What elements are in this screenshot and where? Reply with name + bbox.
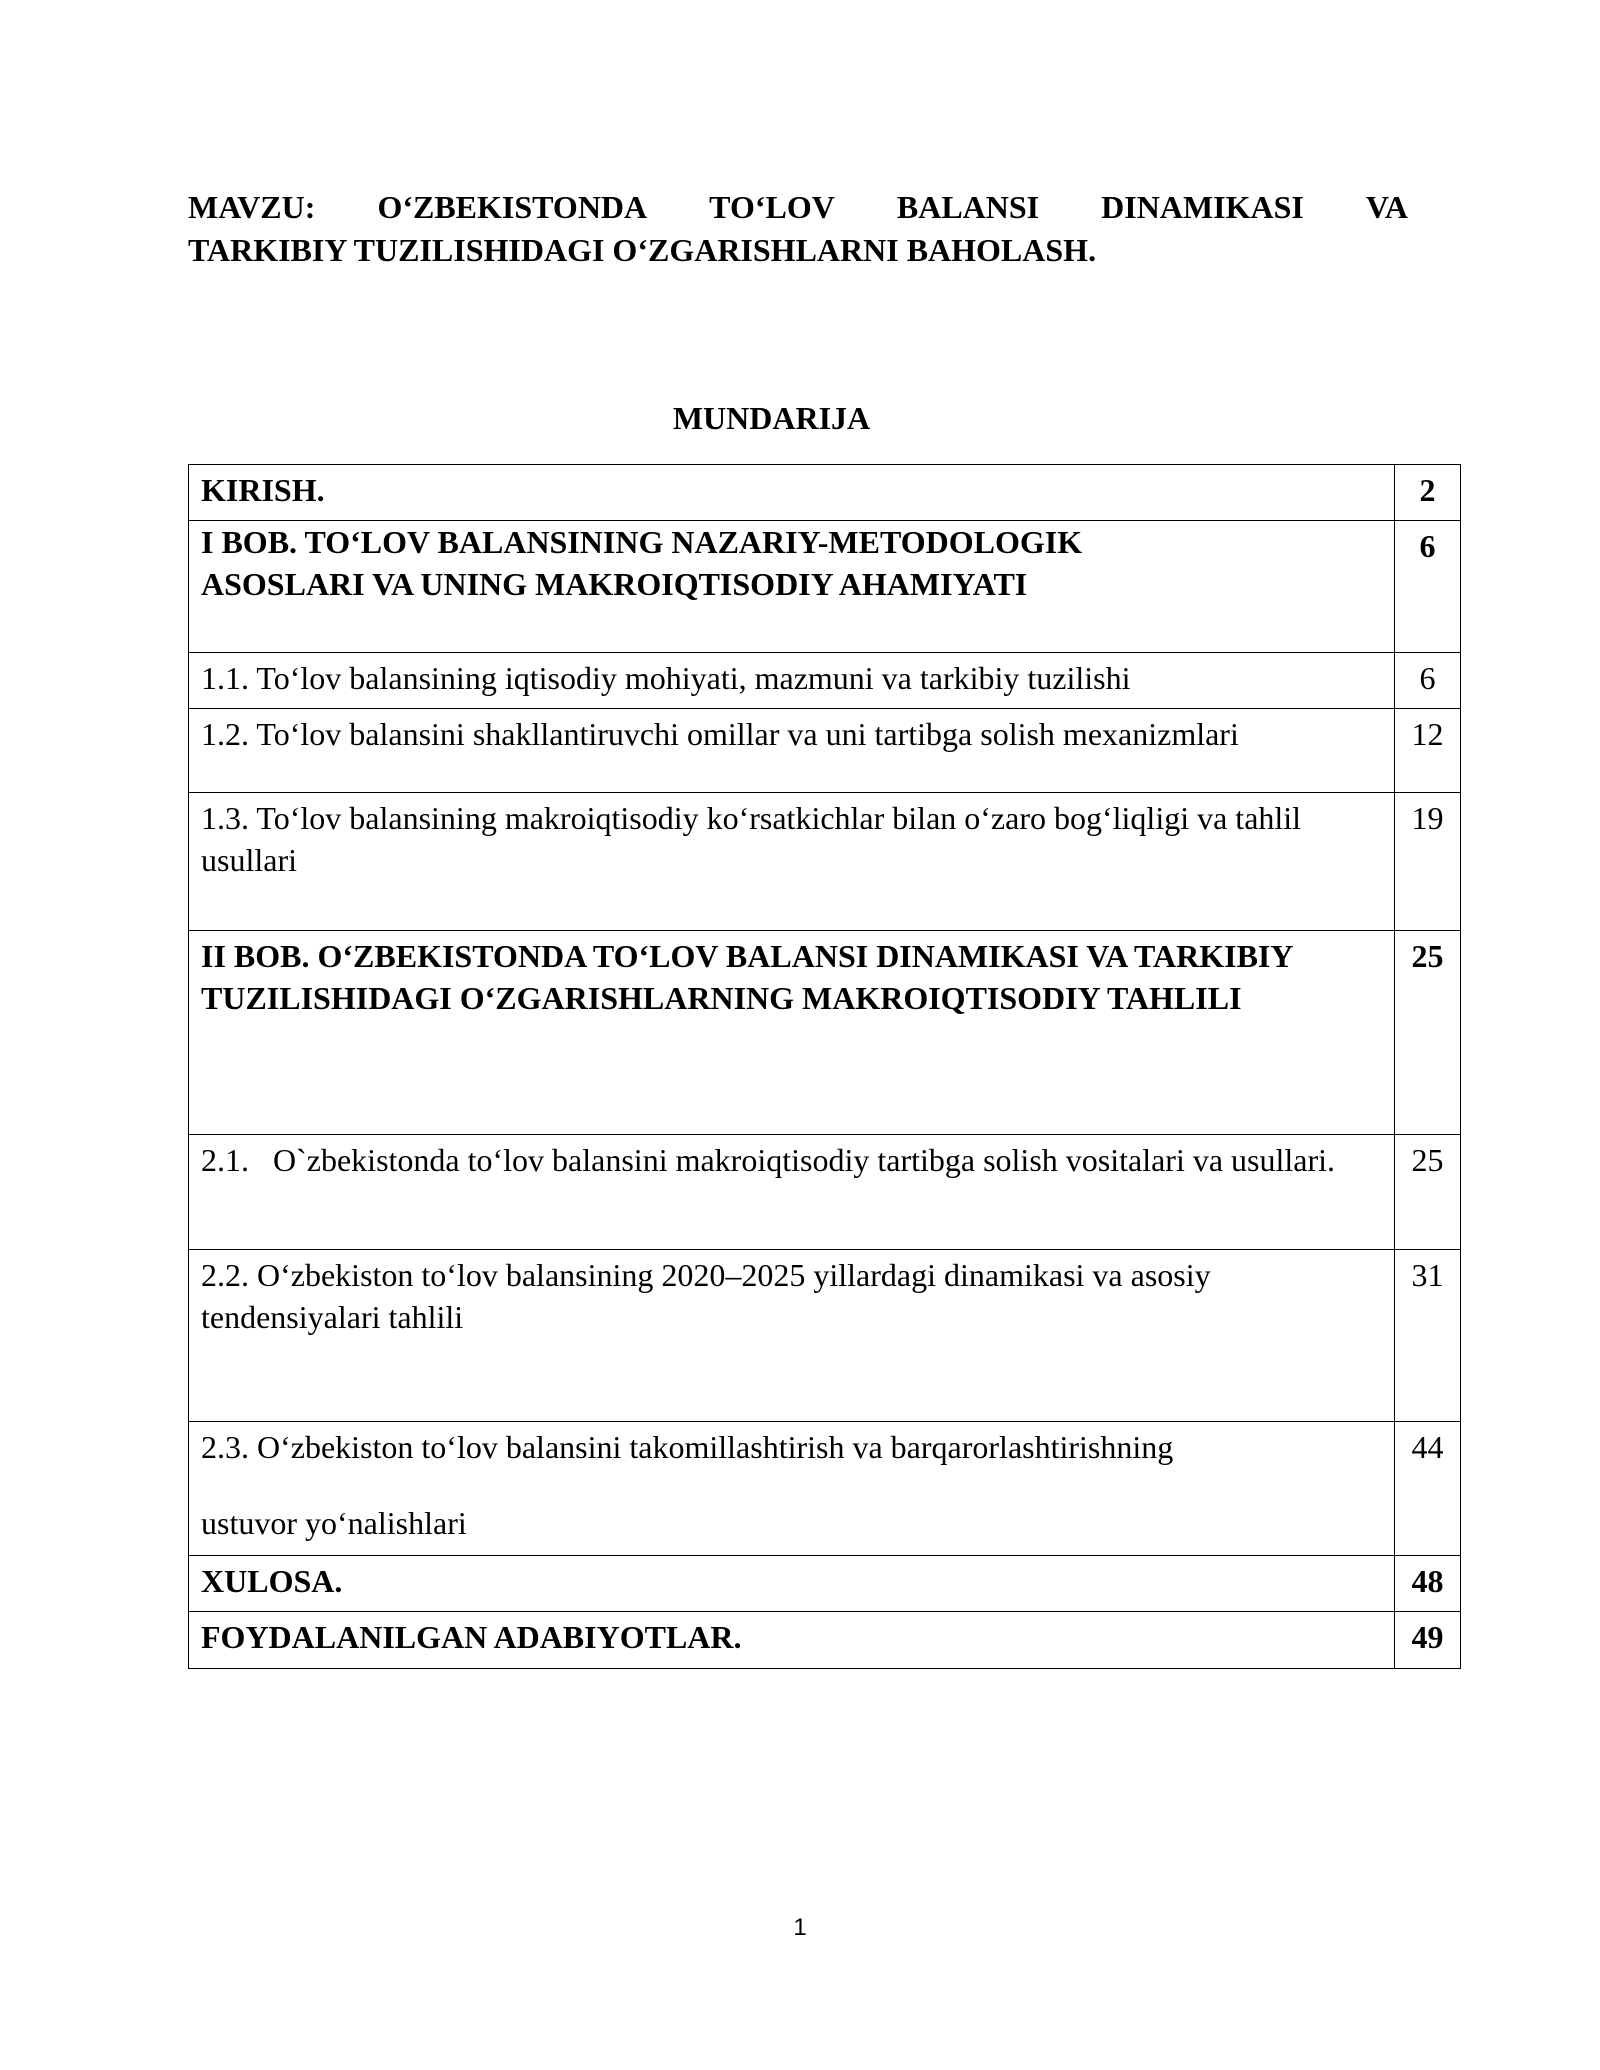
- toc-entry-title-line: ASOSLARI VA UNING MAKROIQTISODIY AHAMIYATI: [201, 566, 1028, 602]
- page-number: 1: [793, 1914, 807, 1941]
- toc-entry-title: FOYDALANILGAN ADABIYOTLAR.: [189, 1612, 1395, 1669]
- topic-word: VA: [1365, 189, 1408, 225]
- toc-entry-title-line: I BOB. TO‘LOV BALANSINING NAZARIY-METODOLOGIK: [201, 524, 1083, 560]
- toc-entry-title-line: ustuvor yo‘nalishlari: [201, 1505, 467, 1541]
- toc-entry-title: [189, 1422, 1395, 1556]
- toc-row: [189, 465, 1461, 521]
- toc-row: [189, 931, 1461, 1135]
- toc-entry-title: KIRISH.: [189, 465, 1395, 521]
- toc-entry-title: 2.2. O‘zbekiston to‘lov balansining 2020–2025 yillardagi dinamikasi va asosiy tendensiyalari tahlili: [189, 1250, 1395, 1422]
- toc-entry-page: 44: [1395, 1422, 1461, 1556]
- toc-heading: MUNDARIJA: [672, 400, 871, 436]
- topic-title-line2: TARKIBIY TUZILISHIDAGI O‘ZGARISHLARNI BAHOLASH.: [188, 232, 1097, 268]
- toc-entry-page: 31: [1395, 1250, 1461, 1422]
- topic-title: [188, 186, 1408, 272]
- topic-title-line1: [188, 186, 1408, 229]
- toc-row: [189, 1422, 1461, 1556]
- line-spacing: [201, 1468, 1382, 1502]
- toc-row: [189, 521, 1461, 653]
- toc-entry-page: 25: [1395, 931, 1461, 1135]
- toc-entry-title: II BOB. O‘ZBEKISTONDA TO‘LOV BALANSI DINAMIKASI VA TARKIBIY TUZILISHIDAGI O‘ZGARISHLARNING MAKROIQTISODIY TAHLILI: [189, 931, 1395, 1135]
- toc-entry-title: 2.1. O`zbekistonda to‘lov balansini makroiqtisodiy tartibga solish vositalari va usullari.: [189, 1135, 1395, 1250]
- topic-word: TO‘LOV: [709, 189, 835, 225]
- toc-entry-page: 12: [1395, 709, 1461, 793]
- toc-entry-title: XULOSA.: [189, 1556, 1395, 1612]
- toc-entry-title: 1.2. To‘lov balansini shakllantiruvchi omillar va uni tartibga solish mexanizmlari: [189, 709, 1395, 793]
- topic-word: MAVZU:: [188, 189, 316, 225]
- toc-entry-page: 6: [1395, 521, 1461, 653]
- toc-entry-title-line: 2.3. O‘zbekiston to‘lov balansini takomillashtirish va barqarorlashtirishning: [201, 1429, 1174, 1465]
- toc-row: [189, 1612, 1461, 1669]
- toc-row: [189, 1135, 1461, 1250]
- toc-entry-title: 1.3. To‘lov balansining makroiqtisodiy ko‘rsatkichlar bilan o‘zaro bog‘liqligi va tahlil usullari: [189, 793, 1395, 931]
- toc-row: [189, 653, 1461, 709]
- table-of-contents: [188, 464, 1461, 1669]
- toc-entry-title: [189, 521, 1395, 653]
- toc-row: [189, 709, 1461, 793]
- toc-entry-page: 49: [1395, 1612, 1461, 1669]
- toc-row: [189, 793, 1461, 931]
- toc-row: [189, 1556, 1461, 1612]
- topic-word: BALANSI: [896, 189, 1040, 225]
- toc-entry-page: 2: [1395, 465, 1461, 521]
- toc-entry-page: 19: [1395, 793, 1461, 931]
- toc-row: [189, 1250, 1461, 1422]
- toc-entry-page: 48: [1395, 1556, 1461, 1612]
- toc-entry-page: 25: [1395, 1135, 1461, 1250]
- topic-word: O‘ZBEKISTONDA: [377, 189, 648, 225]
- toc-entry-title: 1.1. To‘lov balansining iqtisodiy mohiyati, mazmuni va tarkibiy tuzilishi: [189, 653, 1395, 709]
- toc-entry-page: 6: [1395, 653, 1461, 709]
- topic-word: DINAMIKASI: [1101, 189, 1304, 225]
